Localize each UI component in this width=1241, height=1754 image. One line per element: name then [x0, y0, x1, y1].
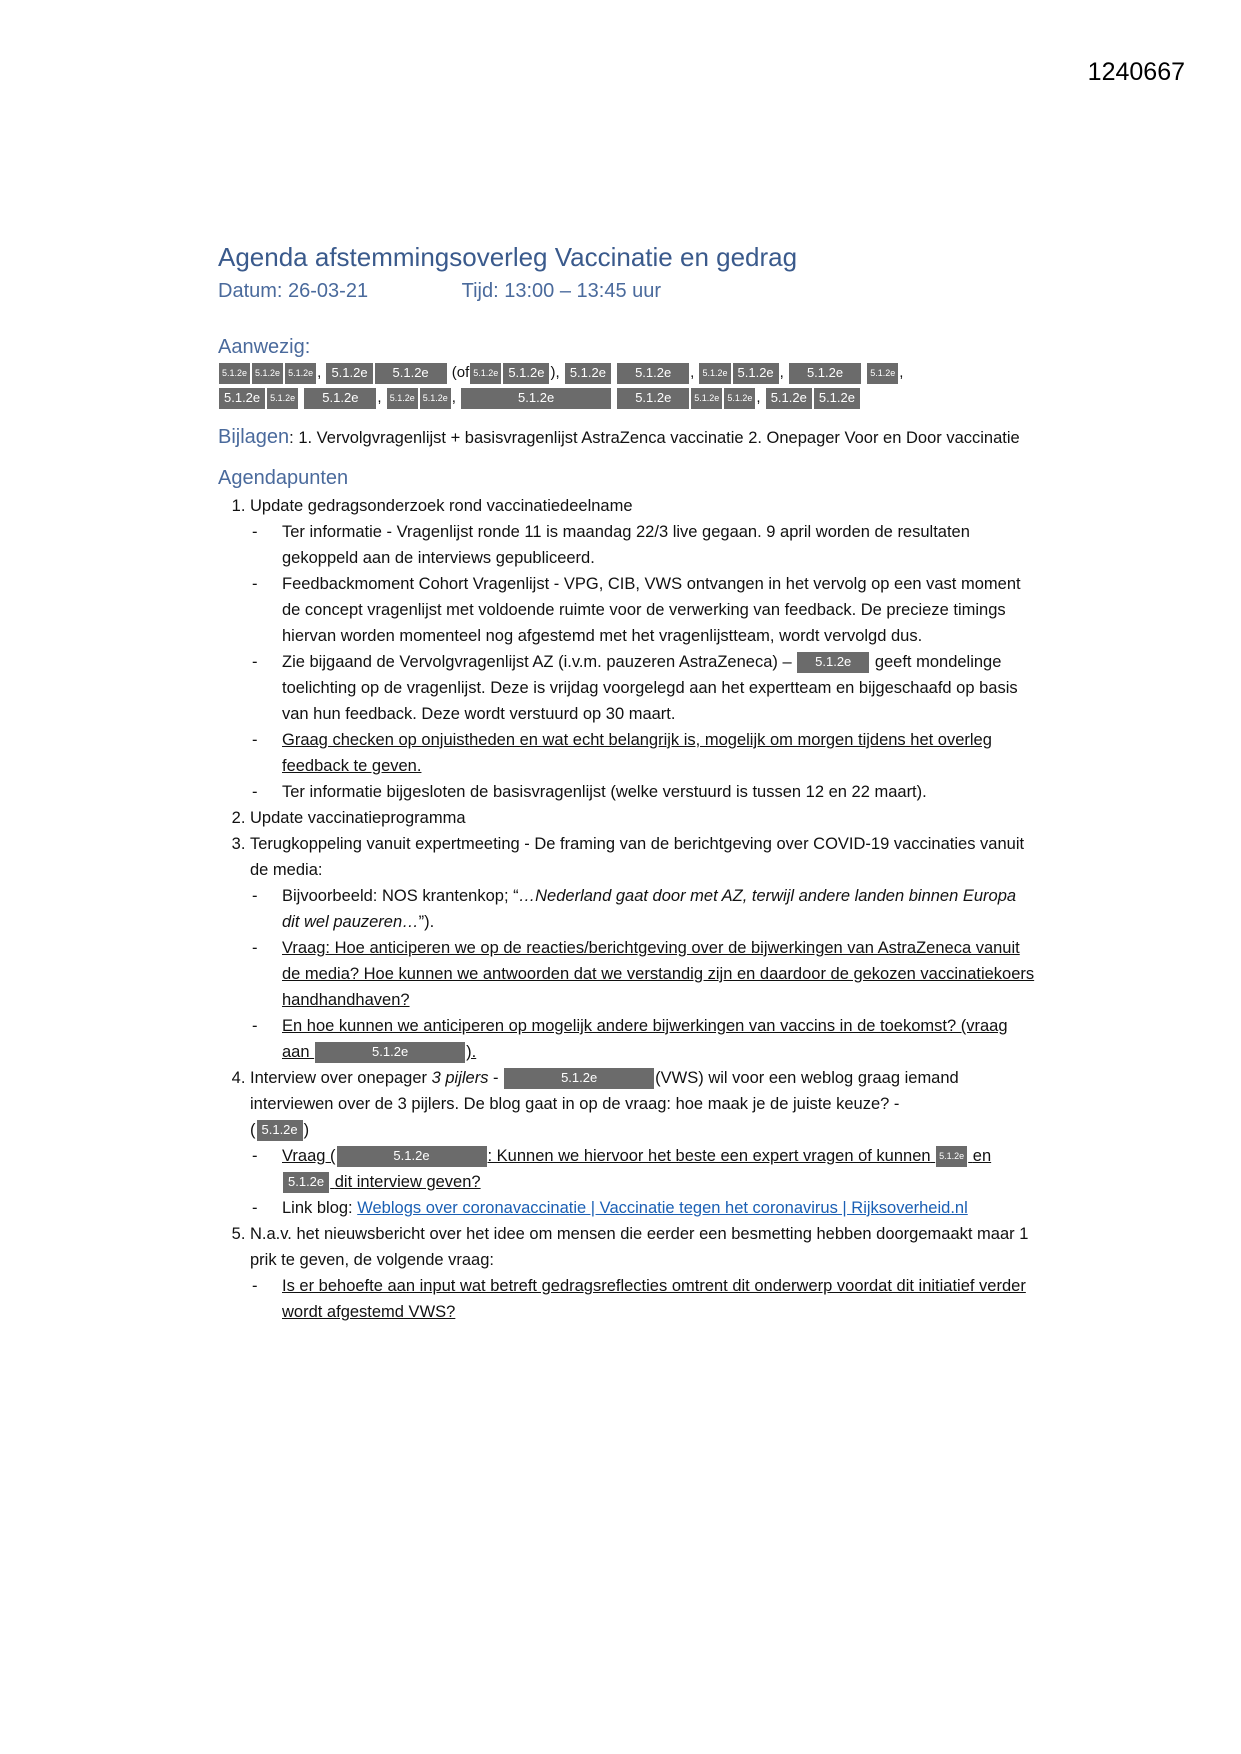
- agenda-item-text: (VWS) wil voor een weblog graag iemand interviewen over de 3 pijlers. De blog gaat in op de vraag: hoe maak je de juiste keuze? -: [250, 1069, 959, 1113]
- agenda-item-text: Terugkoppeling vanuit expertmeeting - De framing van de berichtgeving over COVID-19 vaccinaties vanuit de media:: [250, 835, 1025, 879]
- sub-item: - Ter informatie - Vragenlijst ronde 11 is maandag 22/3 live gegaan. 9 april worden de resultaten gekoppeld aan de interviews gepubliceerd.: [282, 519, 1038, 571]
- sub-item: [282, 1195, 1038, 1221]
- redaction-block: 5.1.2e: [337, 1146, 487, 1167]
- redaction-block: 5.1.2e: [219, 388, 265, 409]
- redaction-block: 5.1.2e: [617, 388, 689, 409]
- attachments-label: Bijlagen: [218, 426, 290, 448]
- redaction-block: 5.1.2e: [724, 388, 755, 409]
- redaction-block: 5.1.2e: [797, 652, 869, 673]
- sub-item: [282, 1143, 1038, 1195]
- blog-link[interactable]: Weblogs over coronavaccinatie | Vaccinatie tegen het coronavirus | Rijksoverheid.nl: [357, 1199, 968, 1217]
- sub-item-text: Vraag (: [282, 1147, 336, 1165]
- agenda-item-3: [250, 831, 1038, 1065]
- attachments-text: : 1. Vervolgvragenlijst + basisvragenlijst AstraZenca vaccinatie 2. Onepager Voor en Door vaccinatie: [289, 429, 1020, 447]
- meeting-date: Datum: 26-03-21: [218, 280, 369, 302]
- sub-item: - Vraag: Hoe anticiperen we op de reacties/berichtgeving over de bijwerkingen van AstraZeneca vanuit de media? Hoe kunnen we antwoorden dat we verstandig zijn en daardoor de gekozen vaccinatiekoers handhandhaven?: [282, 935, 1038, 1013]
- redaction-block: 5.1.2e: [691, 388, 722, 409]
- redaction-block: 5.1.2e: [936, 1146, 967, 1167]
- sub-item-text: Link blog:: [282, 1199, 358, 1217]
- redaction-block: 5.1.2e: [387, 388, 418, 409]
- sub-item-text: geeft mondelinge toelichting op de vragenlijst. Deze is vrijdag voorgelegd aan het expertteam en bijgeschaafd op basis van hun feedback. Deze wordt verstuurd op 30 maart.: [282, 653, 1018, 723]
- redaction-block: 5.1.2e: [257, 1120, 303, 1141]
- agenda-item-text: N.a.v. het nieuwsbericht over het idee om mensen die eerder een besmetting hebben doorgemaakt maar 1 prik te geven, de volgende vraag:: [250, 1225, 1029, 1269]
- agenda-item-text: Update gedragsonderzoek rond vaccinatiedeelname: [250, 497, 633, 515]
- sub-item-text: ).: [466, 1043, 477, 1061]
- sub-item: - Feedbackmoment Cohort Vragenlijst - VPG, CIB, VWS ontvangen in het vervolg op een vast moment de concept vragenlijst met voldoende ruimte voor de verwerking van feedback. De precieze timings hiervan worden momenteel nog afgestemd met het vragenlijstteam, wordt vervolgd dus.: [282, 571, 1038, 649]
- sub-item-text: Zie bijgaand de Vervolgvragenlijst AZ (i.v.m. pauzeren AstraZeneca) –: [282, 653, 792, 671]
- redaction-block: 5.1.2e: [267, 388, 298, 409]
- redaction-block: 5.1.2e: [565, 363, 611, 384]
- sub-item: [282, 883, 1038, 935]
- sub-item-text: Bijvoorbeeld: NOS krantenkop; “: [282, 887, 519, 905]
- redaction-block: 5.1.2e: [814, 388, 860, 409]
- paren: (: [250, 1121, 256, 1139]
- sub-item: [282, 649, 1038, 727]
- redaction-block: 5.1.2e: [470, 363, 501, 384]
- headline-quote: …Nederland gaat door met AZ, terwijl andere landen binnen Europa dit wel pauzeren…: [282, 887, 1017, 931]
- redaction-block: 5.1.2e: [503, 363, 549, 384]
- agenda-item-4: [250, 1065, 1038, 1221]
- attendees-heading: Aanwezig:: [218, 336, 311, 358]
- sub-item-text: dit interview geven?: [334, 1173, 481, 1191]
- agenda-item-5: [250, 1221, 1038, 1325]
- attendees-list: 5.1.2e 5.1.2e 5.1.2e , 5.1.2e 5.1.2e (of 5.1.2e 5.1.2e ), 5.1.2e 5.1.2e , 5.1.2e 5.1.2e , 5.1.2e 5.1.2e , 5.1.2e 5.1.2e 5.1.2e , 5.1.2e 5.1.2e , 5.1.2e 5.1.2e 5.1.2e 5.1.2e , 5.1.2e 5.1.2e: [218, 360, 1038, 410]
- sub-item-text: En hoe kunnen we anticiperen op mogelijk andere bijwerkingen van vaccins in de toekomst? (vraag aan: [282, 1017, 1008, 1061]
- agenda-item-1: [250, 493, 1038, 805]
- sub-item: [282, 1013, 1038, 1065]
- redaction-block: 5.1.2e: [867, 363, 898, 384]
- sub-item: - Graag checken op onjuistheden en wat echt belangrijk is, mogelijk om morgen tijdens het overleg feedback te geven.: [282, 727, 1038, 779]
- agenda-item-text: Update vaccinatieprogramma: [250, 809, 466, 827]
- redaction-block: 5.1.2e: [326, 363, 372, 384]
- agenda-item-text: -: [488, 1069, 499, 1087]
- redaction-block: 5.1.2e: [315, 1042, 465, 1063]
- redaction-block: 5.1.2e: [504, 1068, 654, 1089]
- agenda-item-2: [250, 805, 1038, 831]
- meeting-time: Tijd: 13:00 – 13:45 uur: [461, 280, 662, 302]
- agenda-item-text: Interview over onepager: [250, 1069, 432, 1087]
- sub-list: [250, 883, 1038, 1065]
- document-number: 1240667: [1087, 58, 1185, 86]
- agenda-list: [218, 493, 1038, 1325]
- agenda-item-emphasis: 3 pijlers: [431, 1069, 489, 1087]
- redaction-block: 5.1.2e: [699, 363, 730, 384]
- redaction-block: 5.1.2e: [733, 363, 779, 384]
- redaction-block: 5.1.2e: [252, 363, 283, 384]
- attendees-or: (of: [451, 364, 470, 381]
- page-title: Agenda afstemmingsoverleg Vaccinatie en gedrag: [218, 242, 798, 272]
- redaction-block: 5.1.2e: [789, 363, 861, 384]
- agenda-heading: Agendapunten: [218, 467, 349, 489]
- redaction-block: 5.1.2e: [219, 363, 250, 384]
- redaction-block: 5.1.2e: [283, 1172, 329, 1193]
- attachments: [218, 424, 1038, 451]
- redaction-block: 5.1.2e: [461, 388, 611, 409]
- sub-item-text: en: [972, 1147, 992, 1165]
- sub-list: [250, 1143, 1038, 1221]
- sub-list: [250, 1273, 1038, 1325]
- redaction-block: 5.1.2e: [375, 363, 447, 384]
- paren: ): [303, 1121, 310, 1139]
- sub-item: - Ter informatie bijgesloten de basisvragenlijst (welke verstuurd is tussen 12 en 22 maart).: [282, 779, 1038, 805]
- redaction-block: 5.1.2e: [304, 388, 376, 409]
- redaction-block: 5.1.2e: [420, 388, 451, 409]
- sub-list: [250, 519, 1038, 805]
- sub-item-text: ”).: [418, 913, 435, 931]
- redaction-block: 5.1.2e: [766, 388, 812, 409]
- document-body: [218, 240, 1038, 1325]
- sub-item: - Is er behoefte aan input wat betreft gedragsreflecties omtrent dit onderwerp voordat dit initiatief verder wordt afgestemd VWS?: [282, 1273, 1038, 1325]
- sub-item-text: : Kunnen we hiervoor het beste een expert vragen of kunnen: [487, 1147, 931, 1165]
- redaction-block: 5.1.2e: [617, 363, 689, 384]
- redaction-block: 5.1.2e: [285, 363, 316, 384]
- date-time-line: [218, 278, 1038, 304]
